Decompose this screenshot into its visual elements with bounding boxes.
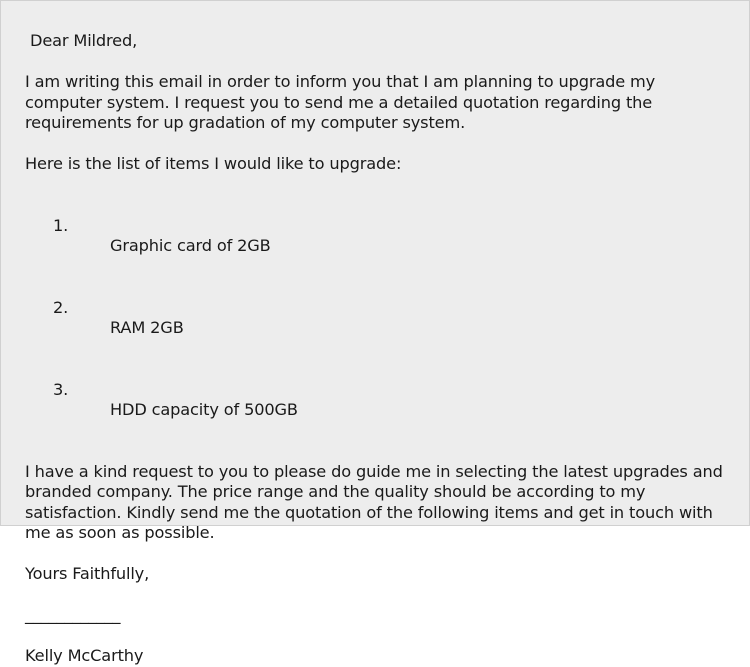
paragraph-line: I am writing this email in order to inform you that I am planning to upgrade my xyxy=(25,72,656,91)
list-item-number: 3. xyxy=(53,379,69,399)
spacer xyxy=(25,175,749,196)
list-item-number: 1. xyxy=(53,215,69,235)
list-item-number: 2. xyxy=(53,297,69,317)
spacer xyxy=(25,134,749,155)
spacer xyxy=(25,585,749,606)
paragraph-line: satisfaction. Kindly send me the quotation of the following items and get in touch with xyxy=(25,502,713,522)
list-item xyxy=(25,359,749,441)
list-item xyxy=(25,195,749,277)
list-intro: Here is the list of items I would like to upgrade: xyxy=(25,154,402,173)
spacer xyxy=(25,626,749,647)
spacer xyxy=(25,441,749,462)
list-item-text: RAM 2GB xyxy=(109,318,184,337)
list-item-text: Graphic card of 2GB xyxy=(109,236,271,255)
paragraph-line: branded company. The price range and the quality should be according to my xyxy=(25,482,646,501)
paragraph-line: me as soon as possible. xyxy=(25,523,215,542)
paragraph-line: requirements for up gradation of my computer system. xyxy=(25,113,466,132)
sender-name: Kelly McCarthy xyxy=(25,646,144,665)
paragraph-intro xyxy=(25,72,749,134)
paragraph-line: I have a kind request to you to please do guide me in selecting the latest upgrades and xyxy=(25,461,723,481)
closing: Yours Faithfully, xyxy=(25,564,150,583)
signature-line: ____________ xyxy=(25,605,121,624)
list-item-text: HDD capacity of 500GB xyxy=(109,400,298,419)
paragraph-request xyxy=(25,462,749,544)
salutation: Dear Mildred, xyxy=(30,31,138,50)
list-item xyxy=(25,277,749,359)
upgrade-items-list xyxy=(25,195,749,441)
spacer xyxy=(25,52,749,73)
spacer xyxy=(25,544,749,565)
paragraph-line: computer system. I request you to send me a detailed quotation regarding the xyxy=(25,92,653,112)
